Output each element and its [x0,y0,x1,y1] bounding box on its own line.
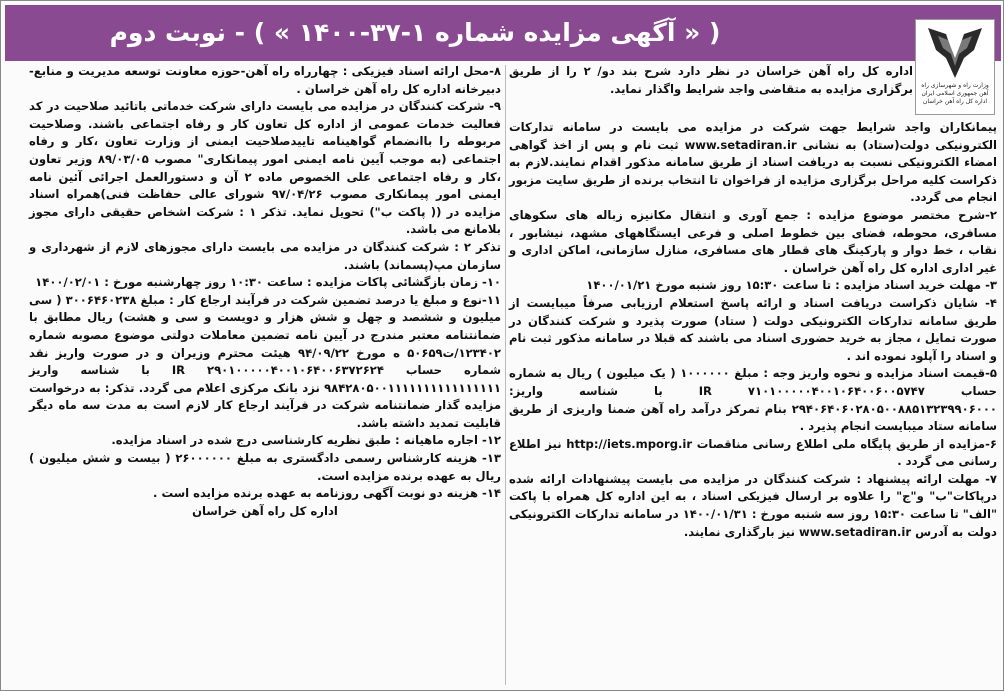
left-column [29,63,501,688]
item-9-eligibility: ۹- شرکت کنندگان در مزایده می بایست دارای شرکت خدماتی باتائید صلاحیت در کد فعالیت خدمات عمومی از اداره کل تعاون کار و رفاه اجتماعی باشند. وصلاحیت مربوطه را باانضمام گواهینامه تاییدصلاحیت ایمنی از وزارت تعاون ،کار و رفاه اجتماعی (به موجب آیین نامه ایمنی امور پیمانکاری" مصوب ۸۹/۰۳/۰۵ وزیر تعاون ،کار و رفاه اجتماعی علی الخصوص ماده ۲ آن و دستورالعمل اجرائی آئین نامه ایمنی امور پیمانکاری مصوب ۹۷/۰۴/۲۶ شورای عالی حفاظت فنی)همراه اسناد مزایده در (( پاکت ب") تحویل نماید. تذکر ۱ : شرکت اشخاص حقیقی دارای مجوز بلامانع می باشد. [29,99,501,237]
right-column [509,119,997,689]
column-divider [505,65,506,685]
item-2-subject: ۲-شرح مختصر موضوع مزایده : جمع آوری و انتقال مکانیزه زباله های سکوهای مسافری، محوطه، فضای بین خطوط اصلی و فرعی ایستگاههای مشهد، نیشابور ، نقاب ، خط دوار و پارکینگ های قطار های مسافری، منازل سازمانی، اماکن اداری و غیر اداری اداره کل راه آهن خراسان . [509,207,997,275]
item-7-proposal-deadline: ۷- مهلت ارائه پیشنهاد : شرکت کنندگان در مزایده می بایست پیشنهادات ارائه شده درپاکات"ب" و"ج" را علاوه بر ارسال فیزیکی اسناد ، به این اداره کل همراه با پاکت "الف" تا ساعت ۱۵:۳۰ روز سه شنبه مورخ : ۱۴۰۰/۰۱/۳۱ در سامانه تدارکات الکترونیکی دولت به آدرس www.setadiran.ir نیز بارگذاری نمایند. [509,471,997,539]
item-3-document-deadline: ۳- مهلت خرید اسناد مزایده : تا ساعت ۱۵:۳۰ روز شنبه مورخ ۱۴۰۰/۰۱/۲۱ [586,278,997,293]
item-4-document-receipt: ۴- شایان ذکراست دریافت اسناد و ارائه پاسخ استعلام ارزیابی صرفاً میبایست از طریق سامانه تدارکات الکترونیکی دولت ( ستاد) صورت پذیرد و شرکت کنندگان در صورت تمایل ، مجاز به خرید حضوری اسناد می باشند که قبلا در سامانه مذکور ثبت نام و اسناد را آپلود نموده اند . [509,295,997,363]
raja-railway-emblem-icon [924,24,986,82]
intro-text: اداره کل راه آهن خراسان در نظر دارد شرح بند دو/ ۲ را از طریق برگزاری مزایده به متقاضی واجد شرایط واگذار نماید. [509,64,913,96]
item-11-guarantee: ۱۱-نوع و مبلغ یا درصد تضمین شرکت در فرآیند ارجاع کار : مبلغ ۳۰۰۶۴۶۰۲۳۸ ( سی میلیون و ششصد و چهل و شش هزار و دویست و سی و هشت) ریال مطابق با ضمانتنامه معتبر مندرج در آیین نامه تضمین معاملات دولتی موضوع مصوبه شماره ۱۲۳۴۰۲/ت۵۰۶۵۹ ه مورخ ۹۴/۰۹/۲۲ هیئت محترم وزیران و در صورت واریز نقد شماره حساب IR ۲۹۰۱۰۰۰۰۰۴۰۰۱۰۶۴۰۰۶۳۷۲۶۲۴ با شناسه واریز ۹۸۴۲۸۰۵۰۰۱۱۱۱۱۱۱۱۱۱۱۱۱۱۱۱ نزد بانک مرکزی اعلام می گردد. تذکر: به درخواست مزایده گذار ضمانتنامه شرکت در فرآیند ارجاع کار لازم است به مدت سه ماه دیگر قابلیت تمدید داشته باشد. [29,292,502,430]
note-2-permits: تذکر ۲ : شرکت کنندگان در مزایده می بایست دارای مجوزهای لازم از شهرداری و سازمان مپ(پسماند) باشند. [29,239,501,272]
logo-caption: وزارت راه و شهرسازی راه آهن جمهوری اسلامی ایران اداره کل راه آهن خراسان [921,82,989,105]
item-6-info-portal: ۶-مزایده از طریق پایگاه ملی اطلاع رسانی مناقصات http://iets.mporg.ir نیز اطلاع رسانی می گردد . [509,436,997,469]
ad-title: ( « آگهی مزایده شماره ۱-۳۷-۱۴۰۰ » ) - نوبت دوم [109,18,721,47]
item-10-opening-time: ۱۰- زمان بازگشائی پاکات مزایده : ساعت ۱۰:۳۰ روز چهارشنبه مورخ : ۱۴۰۰/۰۲/۰۱ [35,275,501,290]
title-banner [5,5,1001,61]
item-8-submission-place: ۸-محل ارائه اسناد فیزیکی : چهارراه راه آهن-حوزه معاونت توسعه مدیریت و منابع-دبیرخانه اداره کل راه آهن خراسان . [29,64,501,96]
item-5-document-price: ۵-قیمت اسناد مزایده و نحوه واریز وجه : مبلغ ۱۰۰۰۰۰۰ ( یک میلیون ) ریال به شماره حساب IR ۷۱۰۱۰۰۰۰۰۴۰۰۱۰۶۴۰۰۶۰۰۵۷۴۷ با شناسه واریز: ۲۹۴۰۶۴۰۶۰۲۸۰۵۰۰۸۸۵۱۳۲۳۹۹۰۶۰۰۰ بنام تمرکز درآمد راه آهن ضمنا واریزی از طریق سامانه ستاد میبایست انجام پذیرد . [509,366,997,434]
item-13-expert-fee: ۱۳- هزینه کارشناس رسمی دادگستری به مبلغ ۲۶۰۰۰۰۰۰ ( بیست و شش میلیون ) ریال به عهده برنده مزایده است. [29,451,501,483]
item-12-monthly-rent: ۱۲- اجاره ماهیانه : طبق نظریه کارشناسی درج شده در اسناد مزایده. [111,433,501,448]
intro-text-continued: پیمانکاران واجد شرایط جهت شرکت در مزایده می بایست در سامانه تدارکات الکترونیکی دولت(ستاد) به نشانی www.setadiran.ir ثبت نام و پس از اخذ گواهی امضاء الکترونیکی نسبت به دریافت اسناد از طریق سامانه مذکور اقدام نمایند.لازم به ذکراست کلیه مراحل برگزاری مزایده از فراخوان تا انتخاب برنده از طریق سایت مزبور انجام می گردد. [509,120,997,205]
logo [915,19,995,115]
signature: اداره کل راه آهن خراسان [192,503,338,518]
item-14-ad-cost: ۱۴- هزینه دو نوبت آگهی روزنامه به عهده برنده مزایده است . [153,486,501,501]
right-column-top [509,63,913,119]
